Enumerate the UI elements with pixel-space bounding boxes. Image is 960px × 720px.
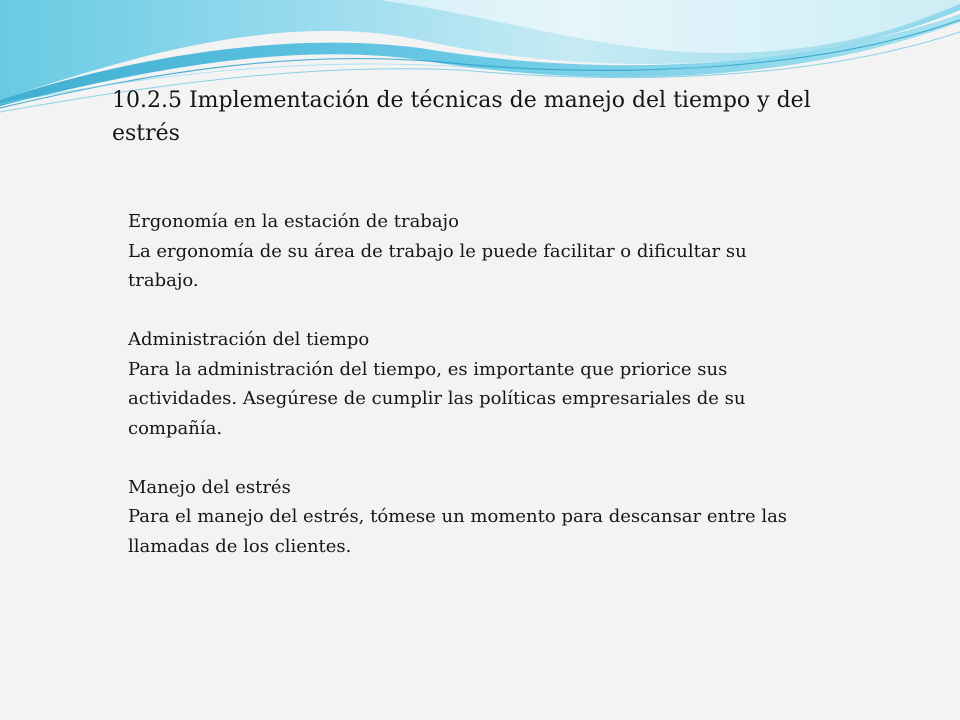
section-body: Para el manejo del estrés, tómese un momento para descansar entre las llamadas de los clientes. <box>128 506 788 557</box>
section-body: Para la administración del tiempo, es importante que priorice sus actividades. Asegúrese de cumplir las políticas empresariales de su compañía. <box>128 358 746 439</box>
section-time-management <box>128 325 808 443</box>
slide-content <box>128 207 808 591</box>
slide-title: 10.2.5 Implementación de técnicas de manejo del tiempo y del estrés <box>112 88 811 146</box>
section-stress-management <box>128 473 808 562</box>
section-heading: Administración del tiempo <box>128 329 370 350</box>
section-ergonomics <box>128 207 808 296</box>
section-body: La ergonomía de su área de trabajo le puede facilitar o dificultar su trabajo. <box>128 240 747 291</box>
section-heading: Manejo del estrés <box>128 476 291 498</box>
section-heading: Ergonomía en la estación de trabajo <box>128 211 459 232</box>
